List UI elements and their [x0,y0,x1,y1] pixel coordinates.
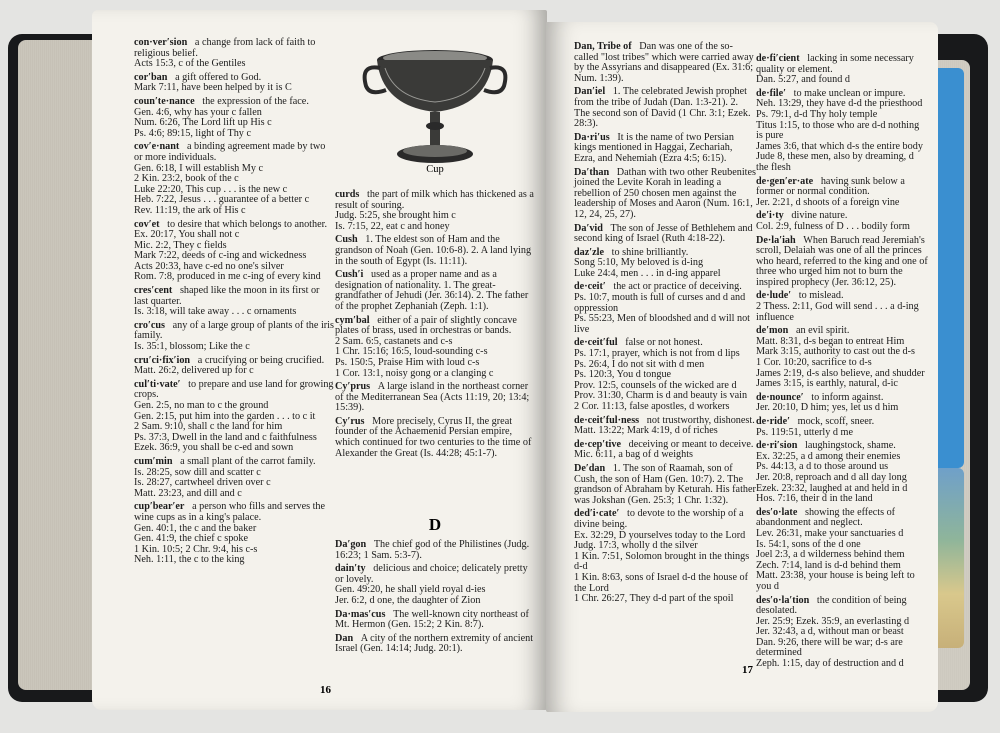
entry-citation: Jude 8, these men, also by dreaming, d the flesh [756,151,914,173]
entry-headword: de·cep′tive [574,438,621,450]
entry-citation: Gen. 2:5, no man to c the ground [134,400,269,411]
entry-definition: A large island in the northeast corner of the Mediterranean Sea (Acts 11:19, 20; 13:4; 15:39). [335,381,530,414]
entry-citation: Judg. 5:25, she brought him c [335,210,456,222]
right-page [546,22,938,712]
entry-citation: Ps. 26:4, I do not sit with d men [574,358,705,370]
entry-headword: cov′e·nant [134,141,180,153]
dictionary-entry [756,508,928,593]
entry-headword: coun′te·nance [134,95,195,107]
entry-definition: More precisely, Cyrus II, the great founder of the Achaemenid Persian empire, which continued for two centuries to the time of Alexander the Great (Is. 44:28; 45:1-7). [335,415,532,459]
entry-definition: shaped like the moon in its first or last quarter. [134,285,320,307]
dictionary-entry [574,416,756,437]
entry-citation: Jer. 6:2, d one, the daughter of Zion [335,594,481,606]
entry-definition: lacking in some necessary quality or element. [756,53,914,75]
page-edges-left [18,40,98,690]
entry-citation: Col. 2:9, fulness of D . . . bodily form [756,220,910,232]
entry-definition: a change from lack of faith to religious belief. [134,37,316,59]
entry-definition: When Baruch read Jeremiah's scroll, Delaiah was one of all the princes who heard, referred to the king and one of three who urged him not to burn the inspired prophecy (Jer. 36:12, 25). [756,234,928,288]
entry-citation: Jer. 25:9; Ezek. 35:9, an everlasting d [756,615,910,627]
entry-headword: Cy′rus [335,415,365,427]
dictionary-entry [574,338,756,412]
dictionary-entry [574,224,756,245]
entry-headword: de′mon [756,325,789,337]
entry-citation: Ezek. 36:9, you shall be c-ed and sown [134,442,294,454]
dictionary-entry [134,380,334,454]
entry-headword: dain′ty [335,563,366,575]
entry-headword: cor′ban [134,71,168,83]
entry-citation: Joel 2:3, a d wilderness behind them [756,549,905,561]
dictionary-entry [574,509,756,604]
entry-citation: Zeph. 1:15, day of destruction and d [756,658,904,670]
dictionary-entry [574,168,756,221]
dictionary-entry [574,42,756,84]
entry-citation: Ps. 37:3, Dwell in the land and c faithfulness [134,431,317,443]
dictionary-entry [134,97,334,139]
entry-citation: Ps. 17:1, prayer, which is not from d lips [574,348,740,360]
dictionary-entry [756,393,928,414]
dictionary-entry [574,248,756,280]
entry-citation: Ps. 55:23, Men of bloodshed and d will not live [574,313,751,335]
entry-citation: 2 Sam. 6:5, castanets and c-s [335,335,453,347]
entry-citation: 2 Sam. 9:10, shall c the land for him [134,421,283,433]
dictionary-entry [756,441,928,505]
dictionary-entry [134,286,334,318]
entry-definition: A city of the northern extremity of ancient Israel (Gen. 14:14; Judg. 20:1). [335,632,534,655]
entry-headword: de·ri′sion [756,440,798,452]
entry-definition: having sunk below a former or normal condition. [756,175,905,198]
entry-citation: Heb. 7:22, Jesus . . . guarantee of a better c [134,194,310,206]
entry-definition: used as a proper name and as a designation of nationality. 1. The great-grandfather of Jehudi (Jer. 36:14). 2. The father of the prophet Zephaniah (Zeph. 1:1). [335,269,529,312]
entry-headword: Da′than [574,166,610,178]
entry-citation: Titus 1:15, to those who are d-d nothing is pure [756,119,920,142]
entry-headword: des′o·la′tion [756,594,810,606]
entry-definition: to shine brilliantly. [611,246,689,258]
entry-citation: 1 Kin. 7:51, Solomon brought in the things d-d [574,550,750,573]
entry-definition: any of a large group of plants of the iris family. [134,319,334,342]
entry-citation: Rom. 7:8, produced in me c-ing of every kind [134,271,321,283]
entry-citation: Song 5:10, My beloved is d-ing [574,257,704,269]
dictionary-entry [134,356,334,377]
entry-headword: de·ceit′ [574,281,606,293]
entry-citation: 1 Chr. 15:16; 16:5, loud-sounding c-s [335,346,488,358]
entry-citation: Hos. 7:16, their d in the land [756,493,873,505]
entry-citation: Dan. 9:26, there will be war; d-s are determined [756,636,903,659]
dictionary-entry [335,190,535,232]
entry-definition: to prepare and use land for growing crops. [134,378,334,401]
dictionary-entry [335,564,535,606]
dictionary-entry [756,417,928,438]
page-number-right: 17 [742,664,753,676]
entry-citation: Gen. 41:9, the chief c spoke [134,533,249,545]
entry-citation: Gen. 6:18, I will establish My c [134,162,264,174]
entry-definition: 1. The celebrated Jewish prophet from the tribe of Judah (Dan. 1:3-21). 2. The second son of David (1 Chr. 3:1; Ezek. 28:3). [574,86,751,130]
dictionary-entry [756,177,928,209]
entry-headword: des′o·late [756,506,798,518]
entry-definition: 1. The eldest son of Ham and the grandson of Noah (Gen. 10:6-8). 2. A land lying in the south of Egypt (Is. 11:11). [335,234,532,267]
entry-definition: to desire that which belongs to another. [167,218,327,230]
entry-citation: Ps. 150:5, Praise Him with loud c-s [335,356,480,368]
entry-citation: 1 Kin. 8:63, sons of Israel d-d the house of the Lord [574,571,749,594]
entry-headword: de·lude′ [756,290,792,302]
dictionary-entry [756,89,928,174]
entry-citation: Neh. 1:11, the c to the king [134,554,245,566]
entry-definition: The chief god of the Philistines (Judg. 16:23; 1 Sam. 5:3-7). [335,539,530,561]
entry-citation: Rev. 11:19, the ark of His c [134,204,246,216]
entry-citation: Matt. 8:31, d-s began to entreat Him [756,335,905,347]
entry-headword: cum′min [134,455,173,467]
entry-definition: deceiving or meant to deceive. [628,438,754,450]
entry-headword: con·ver′sion [134,37,188,48]
entry-citation: Luke 24:4, men . . . in d-ing apparel [574,267,721,279]
entry-headword: de·ride′ [756,416,790,427]
entry-citation: Ps. 44:13, a d to those around us [756,461,889,473]
entry-headword: de·gen′er·ate [756,175,814,187]
entry-definition: laughingstock, shame. [805,440,896,452]
entry-citation: Ezek. 23:32, laughed at and held in d [756,482,908,494]
entry-headword: de·ceit′ful·ness [574,414,640,426]
dictionary-entry [335,316,535,380]
dictionary-entry [756,596,928,670]
entry-headword: cov′et [134,218,160,230]
entry-headword: de·file′ [756,87,787,99]
entry-definition: an evil spirit. [795,325,850,337]
entry-citation: Gen. 40:1, the c and the baker [134,522,257,534]
entry-definition: the expression of the face. [202,95,309,107]
entry-citation: 1 Cor. 10:20, sacrifice to d-s [756,357,872,369]
entry-definition: Dathan with two other Reubenites joined the Levite Korah in leading a rebellion of 250 chosen men against the leadership of Moses and Aaron (Num. 16:1, 12, 24, 25, 27). [574,166,756,220]
entry-citation: Matt. 13:22; Mark 4:19, d of riches [574,425,718,437]
entry-citation: 2 Cor. 11:13, false apostles, d workers [574,401,730,412]
entry-headword: de·ceit′ful [574,337,618,349]
entry-definition: divine nature. [791,210,848,222]
entry-citation: Luke 22:20, This cup . . . is the new c [134,183,288,195]
dictionary-entry [335,634,535,655]
entry-definition: to devote to the worship of a divine being. [574,508,744,530]
entry-citation: Dan. 5:27, and found d [756,74,850,86]
entry-definition: either of a pair of slightly concave plates of brass, used in orchestras or bands. [335,314,517,337]
dictionary-entry [574,440,756,461]
entry-definition: The son of Jesse of Bethlehem and second king of Israel (Ruth 4:18-22). [574,222,753,245]
entry-citation: Zech. 7:14, land is d-d behind them [756,559,901,571]
entry-citation: Is. 7:15, 22, eat c and honey [335,220,450,232]
entry-citation: Num. 6:26, The Lord lift up His c [134,117,272,129]
entry-citation: Jer. 32:43, a d, without man or beast [756,626,904,638]
entry-definition: to make unclean or impure. [793,87,906,99]
entry-headword: Dan [335,632,354,644]
entry-citation: James 3:6, that which d-s the entire body [756,140,923,152]
entry-citation: Ps. 120:3, You d tongue [574,369,672,381]
left-column-2-section-d [335,540,535,658]
entry-citation: Judg. 17:3, wholly d the silver [574,540,698,552]
entry-definition: the act or practice of deceiving. [613,281,742,293]
dictionary-entry [134,142,334,216]
entry-headword: cru′ci·fix′ion [134,354,191,366]
dictionary-entry [574,133,756,165]
entry-headword: Cush [335,234,358,246]
entry-citation: Jer. 20:8, reproach and d all day long [756,471,907,483]
entry-citation: Mic. 2:2, They c fields [134,239,227,251]
entry-definition: to mislead. [798,290,844,302]
entry-citation: Mark 3:15, authority to cast out the d-s [756,346,916,358]
entry-citation: Is. 28:25, sow dill and scatter c [134,466,261,478]
entry-citation: Ps. 10:7, mouth is full of curses and d and oppression [574,292,746,314]
entry-headword: cul′ti·vate′ [134,378,181,390]
entry-citation: Lev. 26:31, make your sanctuaries d [756,527,904,539]
dictionary-entry [134,38,334,70]
entry-definition: Dan was one of the so-called "lost tribes" which were carried away by the Assyrians and disappeared (Ex. 31:6; Num. 1:39). [574,41,754,84]
entry-headword: cres′cent [134,285,173,297]
entry-citation: Is. 28:27, cartwheel driven over c [134,477,271,489]
entry-citation: Ps. 4:6; 89:15, light of Thy c [134,127,251,139]
left-column-2 [335,190,535,462]
entry-citation: Matt. 23:23, and dill and c [134,487,242,499]
entry-headword: Cy′prus [335,381,371,393]
entry-citation: Matt. 23:38, your house is being left to you d [756,570,915,592]
dictionary-entry [574,282,756,335]
dictionary-entry [574,464,756,506]
entry-definition: not trustworthy, dishonest. [646,414,755,426]
page-number-left: 16 [320,684,331,696]
left-page [92,10,547,710]
dictionary-entry [134,73,334,94]
entry-citation: 1 Chr. 26:27, They d-d part of the spoil [574,593,734,605]
entry-citation: 1 Kin. 10:5; 2 Chr. 9:4, his c-s [134,543,258,555]
entry-headword: Da′gon [335,539,367,550]
entry-citation: 1 Cor. 13:1, noisy gong or a clanging c [335,367,494,379]
entry-citation: Gen. 49:20, he shall yield royal d-ies [335,584,486,596]
dictionary-entry [756,326,928,390]
entry-citation: Ex. 20:17, You shall not c [134,229,240,241]
entry-definition: a small plant of the carrot family. [180,455,316,467]
right-column-2 [756,54,928,673]
entry-headword: De′dan [574,462,606,474]
entry-citation: 2 Kin. 23:2, book of the c [134,173,239,185]
dictionary-entry [335,235,535,267]
entry-definition: 1. The son of Raamah, son of Cush, the son of Ham (Gen. 10:7). 2. The grandson of Abraham by Keturah. His father was Jokshan (Gen. 25:3; 1 Chr. 1:32). [574,462,756,506]
entry-citation: Mark 7:22, deeds of c-ing and wickedness [134,250,307,262]
dictionary-entry [574,87,756,129]
entry-citation: Is. 35:1, blossom; Like the c [134,341,250,353]
dictionary-entry [335,610,535,631]
dictionary-entry [335,270,535,312]
entry-citation: James 3:15, is earthly, natural, d-ic [756,378,898,390]
entry-headword: Da·ri′us [574,131,610,143]
entry-definition: the part of milk which has thickened as a result of souring. [335,189,534,211]
entry-headword: Cush′i [335,269,364,281]
dictionary-entry [335,417,535,459]
entry-definition: a crucifying or being crucified. [197,354,325,366]
entry-citation: Neh. 13:29, they have d-d the priesthood [756,98,923,110]
cup-caption: Cup [426,164,444,175]
entry-headword: de·nounce′ [756,391,804,403]
entry-citation: Gen. 4:6, why has your c fallen [134,106,262,118]
dictionary-entry [756,211,928,232]
left-column-1 [134,38,334,569]
entry-citation: 2 Thess. 2:11, God will send . . . a d-ing influence [756,301,919,323]
entry-headword: cup′bear′er [134,501,185,513]
entry-headword: cro′cus [134,319,165,331]
dictionary-entry [134,321,334,353]
dictionary-entry [756,236,928,289]
dictionary-entry [134,502,334,566]
entry-citation: Ex. 32:25, a d among their enemies [756,450,901,462]
entry-headword: curds [335,189,360,200]
entry-headword: Da·mas′cus [335,608,386,620]
entry-headword: De·la′iah [756,234,796,246]
entry-citation: Ex. 32:29, D yourselves today to the Lord [574,529,746,541]
entry-citation: James 2:19, d-s also believe, and shudder [756,367,925,379]
entry-citation: Ps. 119:51, utterly d me [756,426,853,438]
entry-definition: a gift offered to God. [175,71,262,83]
cup-illustration [360,38,510,178]
dictionary-entry [756,291,928,323]
entry-definition: the condition of being desolated. [756,594,907,617]
entry-citation: Gen. 2:15, put him into the garden . . . to c it [134,410,316,422]
entry-headword: Dan′iel [574,86,606,98]
dictionary-entry [335,540,535,561]
entry-citation: Mic. 6:11, a bag of d weights [574,449,694,461]
entry-citation: Ps. 79:1, d-d Thy holy temple [756,108,878,120]
entry-definition: a person who fills and serves the wine cups as in a king's palace. [134,501,326,523]
entry-citation: Prov. 31:30, Charm is d and beauty is vain [574,390,748,402]
entry-headword: Dan, Tribe of [574,41,632,52]
entry-citation: Is. 54:1, sons of the d one [756,538,861,550]
dictionary-entry [756,54,928,86]
entry-citation: Jer. 20:10, D him; yes, let us d him [756,402,899,414]
entry-citation: Mark 7:11, have been helped by it is C [134,82,292,94]
section-letter: D [428,515,442,534]
entry-definition: showing the effects of abandonment and neglect. [756,506,896,529]
entry-citation: Matt. 26:2, delivered up for c [134,365,254,377]
entry-headword: de·fi′cient [756,53,800,64]
entry-citation: Prov. 12:5, counsels of the wicked are d [574,379,737,391]
dictionary-entry [134,220,334,284]
entry-definition: mock, scoff, sneer. [797,416,875,427]
entry-citation: Jer. 2:21, d shoots of a foreign vine [756,196,900,208]
entry-definition: false or not honest. [625,337,703,349]
entry-citation: Is. 3:18, will take away . . . c ornaments [134,306,297,318]
entry-headword: ded′i·cate′ [574,508,620,520]
dictionary-entry [134,457,334,499]
entry-definition: to inform against. [811,391,884,403]
dictionary-entry [335,382,535,414]
entry-definition: a binding agreement made by two or more individuals. [134,141,326,163]
entry-definition: delicious and choice; delicately pretty or lovely. [335,563,528,585]
entry-headword: Da′vid [574,222,603,234]
entry-headword: cym′bal [335,314,370,326]
entry-citation: Acts 15:3, c of the Gentiles [134,58,246,70]
entry-definition: The well-known city northeast of Mt. Hermon (Gen. 15:2; 2 Kin. 8:7). [335,608,529,631]
right-column-1 [574,42,756,608]
entry-definition: It is the name of two Persian kings mentioned in Haggai, Zechariah, Ezra, and Nehemiah (Ezra 4:5; 6:15). [574,131,734,164]
entry-headword: de′i·ty [756,210,784,222]
entry-headword: daz′zle [574,246,605,258]
entry-citation: Acts 20:33, have c-ed no one's silver [134,260,284,272]
